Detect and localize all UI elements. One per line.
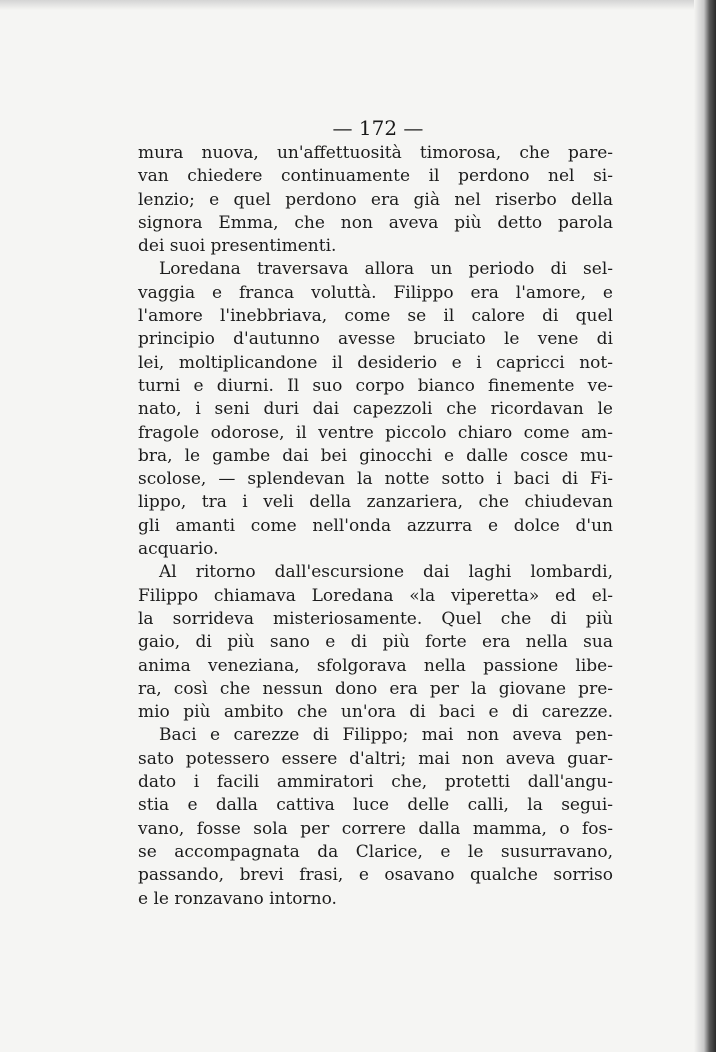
text-line: van chiedere continuamente il perdono nel si-: [138, 166, 613, 187]
text-line: se accompagnata da Clarice, e le susurravano,: [138, 841, 613, 862]
text-line: passando, brevi frasi, e osavano qualche sorriso: [138, 865, 613, 886]
text-line: fragole odorose, il ventre piccolo chiaro come am-: [138, 422, 613, 443]
text-line: ra, così che nessun dono era per la giovane pre-: [138, 678, 613, 699]
text-line: nato, i seni duri dai capezzoli che ricordavan le: [138, 399, 613, 420]
body-text: [138, 142, 613, 911]
text-line: mura nuova, un'affettuosità timorosa, che pare-: [138, 143, 613, 163]
text-line: Filippo chiamava Loredana «la viperetta» ed el-: [138, 585, 613, 606]
text-line: dei suoi presentimenti.: [138, 236, 337, 257]
text-line: vaggia e franca voluttà. Filippo era l'amore, e: [138, 282, 613, 303]
text-line: Al ritorno dall'escursione dai laghi lombardi,: [159, 562, 613, 583]
page-number: — 172 —: [332, 116, 424, 140]
text-line: e le ronzavano intorno.: [138, 888, 337, 909]
text-line: bra, le gambe dai bei ginocchi e dalle cosce mu-: [138, 445, 613, 466]
text-line: turni e diurni. Il suo corpo bianco finemente ve-: [138, 375, 613, 396]
text-line: stia e dalla cattiva luce delle calli, la segui-: [138, 795, 613, 816]
text-line: la sorrideva misteriosamente. Quel che di più: [138, 608, 613, 629]
text-line: anima veneziana, sfolgorava nella passione libe-: [138, 655, 613, 676]
text-line: lippo, tra i veli della zanzariera, che chiudevan: [138, 492, 613, 513]
text-line: l'amore l'inebbriava, come se il calore di quel: [138, 306, 613, 327]
text-line: gli amanti come nell'onda azzurra e dolce d'un: [138, 515, 613, 536]
text-line: mio più ambito che un'ora di baci e di carezze.: [138, 702, 613, 723]
text-line: sato potessero essere d'altri; mai non aveva guar-: [138, 748, 613, 769]
page-binding-edge: [694, 0, 716, 1052]
page-top-edge: [0, 0, 716, 10]
text-line: lei, moltiplicandone il desiderio e i capricci not-: [138, 352, 613, 373]
text-line: dato i facili ammiratori che, protetti dall'angu-: [138, 772, 613, 793]
text-line: gaio, di più sano e di più forte era nella sua: [138, 632, 613, 653]
text-line: Baci e carezze di Filippo; mai non aveva pen-: [159, 725, 613, 746]
text-line: principio d'autunno avesse bruciato le vene di: [138, 329, 613, 350]
text-line: lenzio; e quel perdono era già nel riserbo della: [138, 189, 613, 210]
text-line: vano, fosse sola per correre dalla mamma, o fos-: [138, 818, 613, 839]
text-line: Loredana traversava allora un periodo di sel-: [159, 259, 613, 280]
text-line: signora Emma, che non aveva più detto parola: [138, 212, 613, 233]
text-line: scolose, — splendevan la notte sotto i baci di Fi-: [138, 469, 613, 490]
text-line: acquario.: [138, 539, 219, 560]
